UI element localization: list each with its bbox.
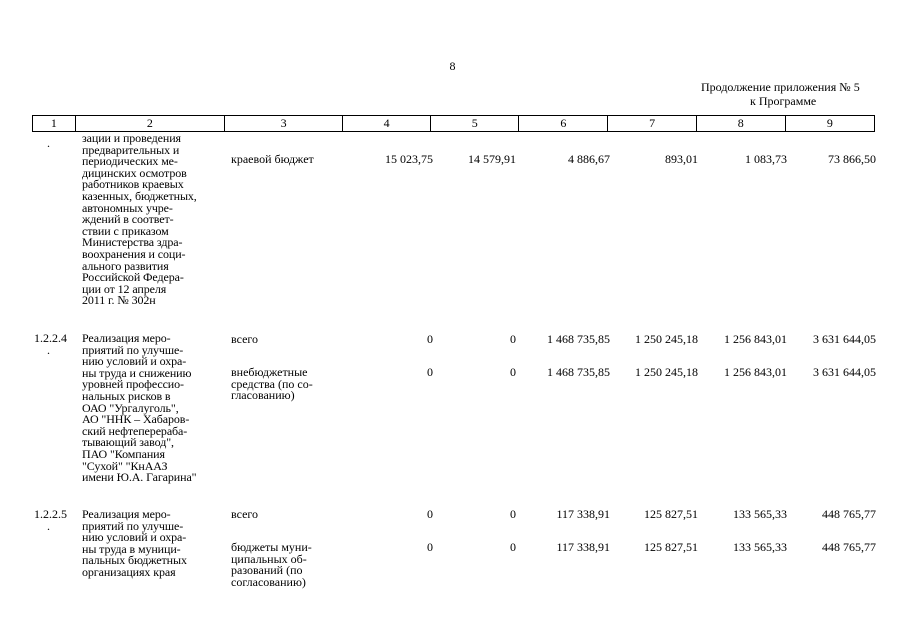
row-3-source-municipal: бюджеты муни- ципальных об- разований (по согласованию) [231,540,312,589]
header-col-7: 7 [608,116,696,132]
row-1-description: зации и проведения предварительных и периодических ме- дицинских осмотров работников краевых казенных, бюджетных, автономных учре- ждений в соответ- ствии с приказом Министерства здра- воохранения и соци- ального развития Российской Федера- ции от 12 апреля 2011 г. № 302н [82,131,197,308]
page-number: 8 [449,59,456,73]
continuation-line-2: к Программе [750,94,817,108]
header-col-4: 4 [343,116,431,132]
header-col-8: 8 [696,116,785,132]
row-1-number: . [47,136,50,150]
table-header [32,115,875,132]
row-2-extra-col5: 0 [510,365,516,379]
row-3-total-col6: 117 338,91 [556,507,610,521]
row-3-muni-col4: 0 [427,540,433,554]
row-1-value-col9: 73 866,50 [828,152,876,166]
row-2-extra-col4: 0 [427,365,433,379]
row-3-source-total: всего [231,507,259,521]
row-2-extra-col7: 1 250 245,18 [635,365,698,379]
header-col-2: 2 [75,116,225,132]
row-2-total-col4: 0 [427,332,433,346]
continuation-line-1: Продолжение приложения № 5 [701,80,860,94]
row-2-source-total: всего [231,332,259,346]
row-1-value-col6: 4 886,67 [568,152,610,166]
row-3-total-col7: 125 827,51 [644,507,698,521]
row-3-muni-col9: 448 765,77 [822,540,876,554]
row-3-number: 1.2.2.5 . [34,507,67,533]
row-2-source-extrabudget: внебюджетные средства (по со- гласованию) [231,365,313,403]
row-2-extra-col9: 3 631 644,05 [813,365,876,379]
header-col-1: 1 [33,116,76,132]
row-2-number: 1.2.2.4 . [34,331,67,357]
row-3-muni-col7: 125 827,51 [644,540,698,554]
row-3-description: Реализация меро- приятий по улучше- нию условий и охра- ны труда в муници- пальных бюджетных организациях края [82,507,187,579]
row-2-total-col5: 0 [510,332,516,346]
row-1-value-col4: 15 023,75 [385,152,433,166]
row-3-total-col4: 0 [427,507,433,521]
header-col-6: 6 [519,116,608,132]
row-2-total-col7: 1 250 245,18 [635,332,698,346]
row-3-muni-col8: 133 565,33 [733,540,787,554]
row-2-total-col8: 1 256 843,01 [724,332,787,346]
row-1-source: краевой бюджет [231,152,314,166]
row-1-value-col7: 893,01 [665,152,698,166]
row-1-value-col8: 1 083,73 [745,152,787,166]
row-2-total-col9: 3 631 644,05 [813,332,876,346]
row-2-extra-col6: 1 468 735,85 [547,365,610,379]
row-2-description: Реализация меро- приятий по улучше- нию условий и охра- ны труда и снижению уровней профессио- нальных рисков в ОАО "Ургалуголь", АО "ННК – Хабаров- ский нефтеперераба- тывающий завод", ПАО "Компания "Сухой" "КнААЗ имени Ю.А. Гагарина" [82,331,197,485]
header-col-5: 5 [431,116,519,132]
header-col-3: 3 [225,116,343,132]
row-2-total-col6: 1 468 735,85 [547,332,610,346]
row-3-muni-col5: 0 [510,540,516,554]
row-2-extra-col8: 1 256 843,01 [724,365,787,379]
row-3-total-col9: 448 765,77 [822,507,876,521]
row-3-total-col5: 0 [510,507,516,521]
row-3-muni-col6: 117 338,91 [556,540,610,554]
header-col-9: 9 [785,116,874,132]
row-1-value-col5: 14 579,91 [468,152,516,166]
row-3-total-col8: 133 565,33 [733,507,787,521]
continuation-note [701,80,876,108]
